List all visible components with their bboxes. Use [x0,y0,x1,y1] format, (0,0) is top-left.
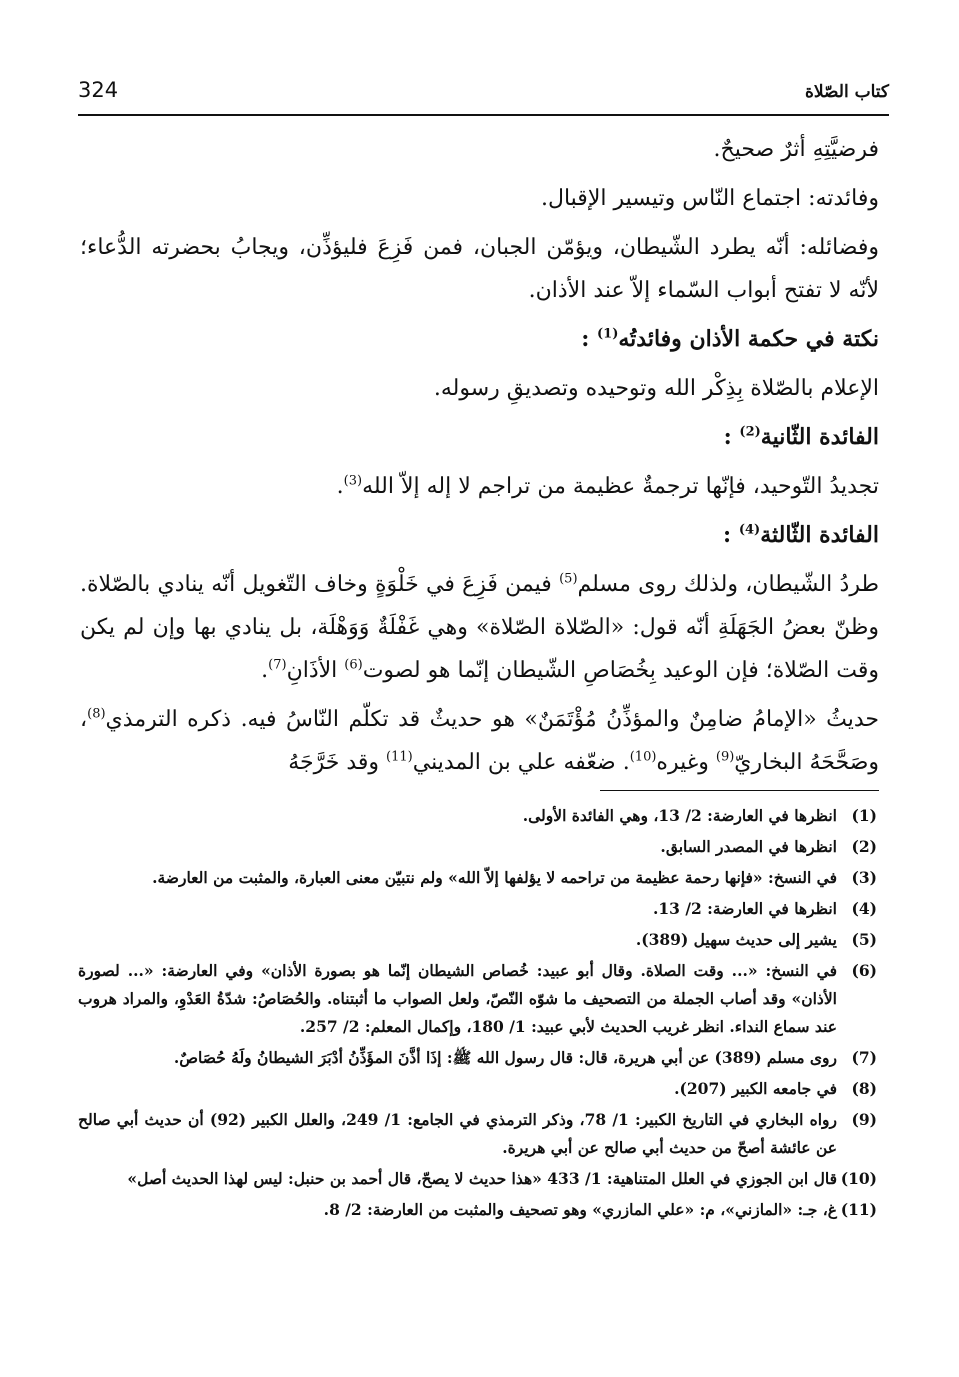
footnote-number: (1) [851,806,877,825]
footnote-text: في النسخ: «... وقت الصلاة. وقال أبو عبيد: خُصاص الشيطان إنّما هو بصورة الأذان» وفي العارضة: «... لصورة الأذان» وقد أصاب الجملة من التصحيف ما شوّه النّصّ، ولعل الصواب ما أثبتناه. والحُصَاصُ: شدّةُ العَدْوِ، والمراد هروب عند سماع النداء. انظر غريب الحديث لأبي عبيد: 1/ 180، وإكمال المعلم: 2/ 257. [78,961,837,1036]
footnote-1 [78,802,877,830]
footnote-9 [78,1106,877,1162]
footnote-ref-5[interactable]: (5) [559,571,578,587]
heading-2-colon: : [723,424,732,450]
footnote-4 [78,895,877,923]
footnote-text: غ، جـ: «المازني»، م: «علي المازري» وهو تصحيف والمثبت من العارضة: 2/ 8. [323,1200,837,1219]
paragraph-6-a: طردُ الشّيطان، ولذلك روى مسلم [577,572,880,597]
footnote-text: روى مسلم (389) عن أبي هريرة، قال: قال رسول الله ﷺ: إذَا أذَّنَ المؤَذِّنُ أدْبَرَ الشيطانُ ولَهُ حُصَاصٌ. [173,1048,837,1067]
footnote-8 [78,1075,877,1103]
paragraph-6 [80,563,879,692]
footnote-ref-11[interactable]: (11) [386,749,413,765]
paragraph-6-c: الأذَانِ [286,658,345,683]
footnote-number: (10) [840,1169,877,1188]
footnote-ref-6[interactable]: (6) [344,657,363,673]
heading-1-text: نكتة في حكمة الأذان وفائدتُه [618,326,879,352]
footnote-separator [600,790,879,791]
paragraph-6-end: . [261,658,269,683]
footnote-number: (5) [851,930,877,949]
footnote-10 [78,1165,877,1193]
paragraph-7-c: وغيره [656,750,716,775]
paragraph-5 [80,465,879,508]
paragraph-6-b: فيمن فَزِعَ في خَلْوَةٍ وخاف التّغويل أنّه ينادي بالصّلاة. وظنّ بعضُ الجَهَلَةِ أنّه قول: «الصّلاة الصّلاة» وهي غَفْلَةٌ وَوَهْلَة، بل ينادي بها وإن لم يكن وقت الصّلاة؛ فإن الوعيد بِخُصَاصِ الشّيطان إنّما هو لصوت [80,572,879,683]
footnote-7 [78,1044,877,1072]
footnote-text: انظرها في العارضة: 2/ 13. [652,899,837,918]
running-title: كتاب الصّلاة [804,82,889,102]
paragraph-3: وفضائله: أنّه يطرد الشّيطان، ويؤمّن الجبان، فمن فَزِعَ فليؤذِّن، ويجابُ بحضرته الدُّعاء؛ لأنّه لا تفتح أبواب السّماء إلاّ عند الأذان. [80,235,879,303]
paragraph-7-d: . ضعّفه علي بن المديني [412,750,630,775]
footnote-text: قال ابن الجوزي في العلل المتناهية: 1/ 433 «هذا حديث لا يصحّ، قال أحمد بن حنبل: ليس لهذا الحديث أصل» [127,1169,837,1188]
paragraph-7-e: وقد خَرَّجَهُ [288,750,387,775]
footnote-ref-3[interactable]: (3) [343,473,363,489]
footnote-ref-2[interactable]: (2) [739,424,761,440]
footnote-number: (8) [851,1079,877,1098]
footnotes [78,802,877,1227]
footnote-2 [78,833,877,861]
heading-3-colon: : [723,522,732,548]
paragraph-5-end: . [336,474,344,499]
footnote-ref-8[interactable]: (8) [87,706,106,722]
footnote-text: انظرها في العارضة: 2/ 13، وهي الفائدة الأولى. [522,806,837,825]
footnote-6 [78,957,877,1041]
footnote-11 [78,1196,877,1224]
footnote-number: (6) [851,961,877,980]
footnote-ref-9[interactable]: (9) [715,749,735,765]
heading-2 [80,416,879,459]
footnote-text: رواه البخاري في التاريخ الكبير: 1/ 78، وذكر الترمذي في الجامع: 1/ 249، والعلل الكبير (92) أن حديث أبي صالح عن عائشة أصحّ من حديث أبي صالح عن أبي هريرة. [78,1110,837,1157]
footnote-number: (11) [840,1200,877,1219]
footnote-ref-10[interactable]: (10) [629,749,657,765]
heading-2-text: الفائدة الثّانية [760,424,879,450]
footnote-text: يشير إلى حديث سهيل (389). [635,930,837,949]
header-rule [78,114,889,116]
footnote-text: في جامعه الكبير (207). [674,1079,837,1098]
footnote-ref-1[interactable]: (1) [597,326,619,342]
paragraph-5-text: تجديدُ التّوحيد، فإنّها ترجمةٌ عظيمة من تراجم لا إله إلاّ الله [362,474,879,499]
paragraph-7-b: ، وصَحَّحَهُ البخاريّ [80,707,879,775]
footnote-number: (9) [851,1110,877,1129]
footnote-ref-7[interactable]: (7) [268,657,287,673]
paragraph-2: وفائدته: اجتماع النّاس وتيسير الإقبال. [540,186,879,211]
footnote-5 [78,926,877,954]
footnote-number: (2) [851,837,877,856]
paragraph-7 [80,698,879,784]
heading-3-text: الفائدة الثّالثة [760,522,879,548]
heading-1-colon: : [581,326,590,352]
page-header [78,78,889,112]
footnote-text: انظرها في المصدر السابق. [660,837,837,856]
heading-3 [80,514,879,557]
paragraph-7-a: حديثُ «الإمامُ ضامِنٌ والمؤذِّنُ مُؤْتَمَنٌ» هو حديثٌ قد تكلّم النّاسُ فيه. ذكره الترمذي [105,707,879,732]
heading-1 [80,318,879,361]
page-number: 324 [78,78,119,102]
footnote-number: (4) [851,899,877,918]
paragraph-4: الإعلام بالصّلاة بِذِكْر الله وتوحيده وتصديقِ رسوله. [433,376,879,401]
footnote-number: (7) [851,1048,877,1067]
paragraph-1: فرضيَّتِهِ أثرٌ صحيحٌ. [713,137,879,162]
footnote-ref-4[interactable]: (4) [738,522,761,538]
footnote-3 [78,864,877,892]
footnote-number: (3) [851,868,877,887]
footnote-text: في النسخ: «فإنها رحمة عظيمة من تراحمه لا يؤلفها إلاّ الله» ولم نتبيّن معنى العبارة، والمثبت من العارضة. [152,868,837,887]
main-text [80,128,879,790]
